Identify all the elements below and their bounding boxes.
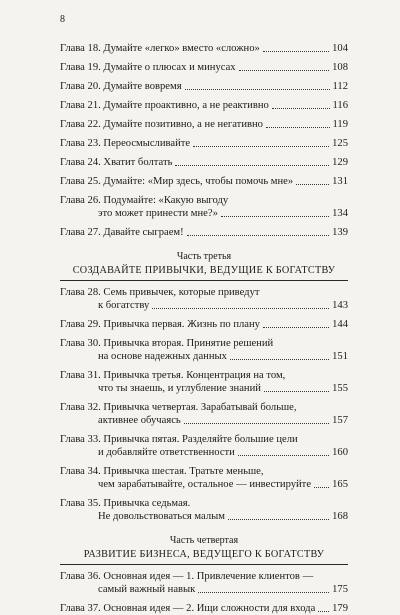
toc-entry-text	[60, 99, 332, 112]
toc-entry-line	[60, 194, 331, 207]
toc-entry-title: Глава 26. Подумайте: «Какую выгоду	[60, 195, 229, 206]
toc-entry-title: Глава 28. Семь привычек, которые приведут	[60, 287, 260, 298]
toc-entry-line	[60, 61, 331, 74]
toc-page-number: 131	[332, 176, 348, 187]
part-divider	[60, 280, 348, 281]
toc-entry-title: Глава 34. Привычка шестая. Тратьте меньше,	[60, 466, 264, 477]
toc-entry-line	[60, 118, 332, 131]
toc-entry-title: самый важный навык	[98, 584, 196, 595]
toc-entry	[60, 318, 348, 331]
toc-entry-line	[60, 433, 331, 446]
toc-entry	[60, 602, 348, 615]
toc-entry-title: Глава 21. Думайте проактивно, а не реактивно	[60, 100, 269, 111]
dot-leader	[228, 519, 329, 520]
dot-leader	[187, 235, 329, 236]
part-title: РАЗВИТИЕ БИЗНЕСА, ВЕДУЩЕГО К БОГАТСТВУ	[83, 549, 325, 560]
toc-entry	[60, 465, 348, 491]
toc-entry	[60, 369, 348, 395]
toc-page-number: 144	[332, 319, 348, 330]
toc-entry-text	[60, 497, 331, 523]
toc-page-number: 139	[332, 227, 348, 238]
dot-leader	[238, 455, 329, 456]
dot-leader	[264, 391, 329, 392]
toc-entry	[60, 42, 348, 55]
toc-entry-title: к богатству	[98, 300, 150, 311]
toc-page-number: 179	[332, 603, 348, 614]
toc-entry-line	[60, 156, 331, 169]
toc-entry-title: Глава 25. Думайте: «Мир здесь, чтобы помочь мне»	[60, 176, 294, 187]
toc-entry-line	[60, 175, 331, 188]
part-label: Часть четвертая	[169, 535, 239, 546]
toc-entry-title: Не довольствоваться малым	[98, 511, 225, 522]
dot-leader	[175, 165, 329, 166]
toc-entry-title: Глава 22. Думайте позитивно, а не негативно	[60, 119, 263, 130]
toc-entry-title: Глава 31. Привычка третья. Концентрация на том,	[60, 370, 286, 381]
toc-page-number: 108	[332, 62, 348, 73]
toc-entry-line	[60, 350, 331, 363]
table-of-contents	[60, 42, 348, 615]
toc-page-number: 134	[332, 208, 348, 219]
toc-entry-line	[60, 42, 331, 55]
toc-entry-title: это может принести мне?»	[98, 208, 218, 219]
toc-entry	[60, 61, 348, 74]
toc-entry-text	[60, 318, 331, 331]
toc-entry-title: чем зарабатывайте, остальное — инвестируйте	[98, 479, 312, 490]
toc-entry-line	[60, 318, 331, 331]
toc-entry-text	[60, 175, 331, 188]
toc-entry-title: Глава 23. Переосмысливайте	[60, 138, 191, 149]
toc-entry-title: Глава 30. Привычка вторая. Принятие решений	[60, 338, 274, 349]
dot-leader	[266, 127, 330, 128]
toc-entry-title: активнее обучаясь	[98, 415, 181, 426]
toc-entry-title: Глава 20. Думайте вовремя	[60, 81, 182, 92]
toc-page-number: 151	[332, 351, 348, 362]
toc-entry-text	[60, 156, 331, 169]
toc-page-number: 112	[332, 81, 348, 92]
toc-page-number: 168	[332, 511, 348, 522]
toc-page-number: 160	[332, 447, 348, 458]
toc-entry-text	[60, 602, 331, 615]
toc-page-number: 129	[332, 157, 348, 168]
part-heading-3	[60, 251, 348, 277]
toc-entry-line	[60, 99, 332, 112]
toc-page-number: 175	[332, 584, 348, 595]
toc-entry-text	[60, 465, 331, 491]
toc-entry	[60, 433, 348, 459]
toc-entry-text	[60, 401, 331, 427]
part-label: Часть третья	[176, 251, 232, 262]
dot-leader	[221, 216, 329, 217]
toc-page-number: 119	[332, 119, 348, 130]
toc-entry-title: Глава 36. Основная идея — 1. Привлечение клиентов —	[60, 571, 314, 582]
toc-entry	[60, 570, 348, 596]
toc-page-number: 165	[332, 479, 348, 490]
toc-section-part4	[60, 570, 348, 615]
toc-entry-text	[60, 61, 331, 74]
toc-entry-title: и добавляйте ответственности	[98, 447, 235, 458]
toc-entry-line	[60, 80, 332, 93]
page-number: 8	[60, 14, 65, 25]
toc-entry-line	[60, 446, 331, 459]
toc-entry-title: что ты знаешь, и углубление знаний	[98, 383, 261, 394]
dot-leader	[263, 327, 329, 328]
toc-entry	[60, 497, 348, 523]
toc-entry-text	[60, 433, 331, 459]
toc-entry	[60, 175, 348, 188]
toc-entry-text	[60, 369, 331, 395]
toc-entry-text	[60, 194, 331, 220]
toc-entry-title: Глава 18. Думайте «легко» вместо «сложно»	[60, 43, 260, 54]
part-divider	[60, 564, 348, 565]
toc-entry	[60, 118, 348, 131]
part-heading-4	[60, 535, 348, 561]
toc-entry	[60, 137, 348, 150]
dot-leader	[272, 108, 330, 109]
toc-entry-title: Глава 32. Привычка четвертая. Зарабатывай больше,	[60, 402, 297, 413]
toc-entry-title: Глава 24. Хватит болтать	[60, 157, 173, 168]
toc-entry-title: на основе надежных данных	[98, 351, 227, 362]
toc-section-part3	[60, 286, 348, 523]
toc-page-number: 125	[332, 138, 348, 149]
toc-entry-title: Глава 27. Давайте сыграем!	[60, 227, 184, 238]
toc-entry-line	[60, 401, 331, 414]
toc-entry	[60, 337, 348, 363]
toc-entry-line	[60, 337, 331, 350]
dot-leader	[314, 487, 329, 488]
dot-leader	[185, 89, 330, 90]
toc-entry-text	[60, 337, 331, 363]
toc-entry-line	[60, 478, 331, 491]
dot-leader	[193, 146, 329, 147]
toc-entry-text	[60, 118, 332, 131]
dot-leader	[184, 423, 329, 424]
dot-leader	[296, 184, 329, 185]
toc-page-number: 116	[332, 100, 348, 111]
toc-entry-title: Глава 19. Думайте о плюсах и минусах	[60, 62, 236, 73]
toc-entry-text	[60, 570, 331, 596]
toc-entry-line	[60, 207, 331, 220]
toc-entry-line	[60, 137, 331, 150]
toc-entry-line	[60, 510, 331, 523]
toc-entry-text	[60, 80, 332, 93]
toc-entry	[60, 99, 348, 112]
toc-entry-title: Глава 33. Привычка пятая. Разделяйте большие цели	[60, 434, 298, 445]
toc-entry-line	[60, 286, 331, 299]
toc-page-number: 143	[332, 300, 348, 311]
toc-entry	[60, 286, 348, 312]
dot-leader	[239, 70, 330, 71]
toc-entry-line	[60, 414, 331, 427]
toc-page-number: 157	[332, 415, 348, 426]
toc-entry	[60, 80, 348, 93]
dot-leader	[263, 51, 329, 52]
toc-entry-text	[60, 226, 331, 239]
toc-entry-text	[60, 137, 331, 150]
toc-entry	[60, 226, 348, 239]
toc-entry-line	[60, 465, 331, 478]
toc-entry-title: Глава 29. Привычка первая. Жизнь по плану	[60, 319, 260, 330]
toc-entry-line	[60, 369, 331, 382]
dot-leader	[230, 359, 329, 360]
toc-entry-line	[60, 382, 331, 395]
toc-entry-title: Глава 37. Основная идея — 2. Ищи сложности для входа	[60, 603, 316, 614]
toc-entry-line	[60, 497, 331, 510]
part-title: СОЗДАВАЙТЕ ПРИВЫЧКИ, ВЕДУЩИЕ К БОГАТСТВУ	[72, 265, 336, 276]
dot-leader	[198, 592, 329, 593]
toc-entry-text	[60, 42, 331, 55]
toc-entry-line	[60, 570, 331, 583]
toc-entry-line	[60, 602, 331, 615]
toc-entry-line	[60, 583, 331, 596]
toc-page-number: 155	[332, 383, 348, 394]
toc-page-number: 104	[332, 43, 348, 54]
toc-entry	[60, 156, 348, 169]
toc-entry-line	[60, 299, 331, 312]
toc-entry	[60, 194, 348, 220]
toc-entry-title: Глава 35. Привычка седьмая.	[60, 498, 191, 509]
dot-leader	[152, 308, 329, 309]
dot-leader	[318, 611, 329, 612]
toc-entry-line	[60, 226, 331, 239]
toc-entry-text	[60, 286, 331, 312]
toc-section-part2-end	[60, 42, 348, 239]
toc-entry	[60, 401, 348, 427]
